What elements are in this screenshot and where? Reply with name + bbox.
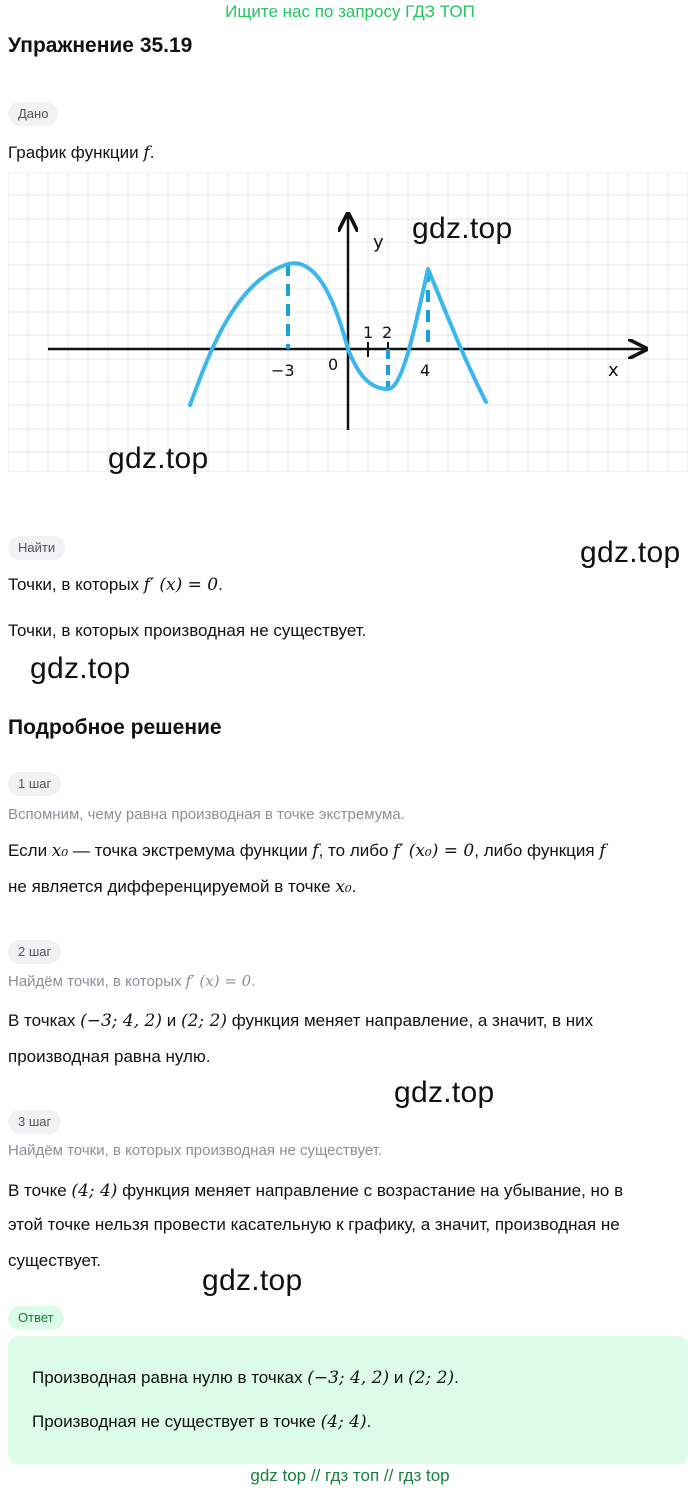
y-axis-label: y: [373, 232, 384, 253]
find-line-1-math: f′ (x) = 0: [143, 575, 219, 595]
step2-muted-prefix: Найдём точки, в которых: [8, 973, 186, 990]
step1-l1-x0: x₀: [51, 841, 69, 861]
step1-l2-x0: x₀: [335, 877, 352, 897]
tick-label-1: 1: [363, 323, 374, 342]
footer-links: [0, 1466, 700, 1486]
tick-label-4: 4: [420, 361, 431, 380]
watermark-4: gdz.top: [30, 652, 131, 685]
step3-line-3: существует.: [8, 1251, 102, 1270]
watermark-1: gdz.top: [412, 212, 513, 245]
step1-l1-math: f′ (x₀) = 0: [393, 841, 475, 861]
step3-l1-a: В точке: [8, 1181, 72, 1200]
step2-l1-c: функция меняет направление, а значит, в них: [226, 1011, 594, 1030]
step2-l1-a: В точках: [8, 1011, 81, 1030]
answer-l1-c: .: [454, 1368, 459, 1387]
solution-title: Подробное решение: [8, 716, 222, 739]
step3-muted: Найдём точки, в которых производная не существует.: [8, 1142, 383, 1159]
answer-l2-a: Производная не существует в точке: [32, 1412, 321, 1431]
step1-line-2: [8, 876, 356, 898]
function-curve: [190, 263, 486, 405]
step2-muted-math: f′ (x) = 0: [185, 972, 252, 990]
step1-line-1: [8, 840, 606, 862]
answer-chip: Ответ: [8, 1306, 64, 1330]
page-title: Упражнение 35.19: [8, 34, 193, 57]
step3-l1-p: (4; 4): [71, 1181, 118, 1201]
watermark-2: gdz.top: [108, 442, 209, 475]
step1-l1-c: , то либо: [318, 841, 394, 860]
answer-line-1: [32, 1368, 459, 1388]
answer-l1-p2: (2; 2): [408, 1368, 455, 1388]
given-text-suffix: .: [149, 143, 155, 162]
find-line-2: Точки, в которых производная не существует.: [8, 621, 367, 640]
footer-separator: //: [306, 1466, 326, 1485]
step2-l1-p2: (2; 2): [180, 1011, 227, 1031]
step1-l1-b: — точка экстремума функции: [68, 841, 313, 860]
step2-line-2: производная равна нулю.: [8, 1047, 211, 1066]
answer-l1-b: и: [389, 1368, 409, 1387]
top-banner: Ищите нас по запросу ГДЗ ТОП: [225, 2, 475, 21]
step3-line-2: этой точке нельзя провести касательную к графику, а значит, производная не: [8, 1215, 620, 1234]
step2-muted: [8, 972, 255, 990]
origin-label: 0: [328, 355, 339, 374]
step1-muted: Вспомним, чему равна производная в точке экстремума.: [8, 806, 405, 823]
tick-label-minus3: −3: [271, 361, 295, 380]
step2-chip: 2 шаг: [8, 940, 61, 964]
answer-l1-a: Производная равна нулю в точках: [32, 1368, 308, 1387]
given-text-prefix: График функции: [8, 143, 144, 162]
step3-l1-b: функция меняет направление с возрастание на убывание, но в: [117, 1181, 624, 1200]
answer-l2-b: .: [366, 1412, 372, 1431]
given-var: f: [143, 143, 150, 163]
find-line-1-prefix: Точки, в которых: [8, 575, 144, 594]
answer-line-2: [32, 1412, 371, 1432]
step1-l1-f: f: [312, 841, 319, 861]
function-graph: [8, 172, 688, 472]
footer-link-gdz-top[interactable]: gdz top: [250, 1466, 307, 1485]
footer-link-gdz-top-ru[interactable]: гдз топ: [325, 1466, 380, 1485]
footer-separator: //: [379, 1466, 399, 1485]
tick-label-2: 2: [382, 323, 393, 342]
find-line-1: [8, 574, 223, 596]
answer-l1-p1: (−3; 4, 2): [307, 1368, 390, 1388]
answer-l2-p: (4; 4): [320, 1412, 367, 1432]
step2-l1-b: и: [162, 1011, 181, 1030]
step1-l2-b: .: [351, 877, 357, 896]
x-axis-label: x: [608, 360, 619, 381]
step3-chip: 3 шаг: [8, 1110, 61, 1134]
answer-box: [8, 1336, 688, 1464]
step2-muted-suffix: .: [251, 973, 256, 990]
step1-chip: 1 шаг: [8, 772, 61, 796]
find-chip: Найти: [8, 536, 65, 560]
step1-l2-a: не является дифференцируемой в точке: [8, 877, 336, 896]
graph-svg: [8, 172, 688, 472]
step2-l1-p1: (−3; 4, 2): [80, 1011, 162, 1031]
footer-link-gdz-top-mixed[interactable]: гдз top: [398, 1466, 450, 1485]
find-line-1-suffix: .: [218, 575, 223, 594]
given-text: [8, 142, 154, 164]
watermark-3: gdz.top: [580, 536, 681, 569]
watermark-5: gdz.top: [394, 1076, 495, 1109]
given-chip: Дано: [8, 102, 58, 126]
step1-l1-d: , либо функция: [474, 841, 600, 860]
step3-line-1: [8, 1180, 623, 1202]
watermark-6: gdz.top: [202, 1264, 303, 1297]
step2-line-1: [8, 1010, 593, 1032]
step1-l1-f2: f: [599, 841, 606, 861]
step1-l1-a: Если: [8, 841, 52, 860]
